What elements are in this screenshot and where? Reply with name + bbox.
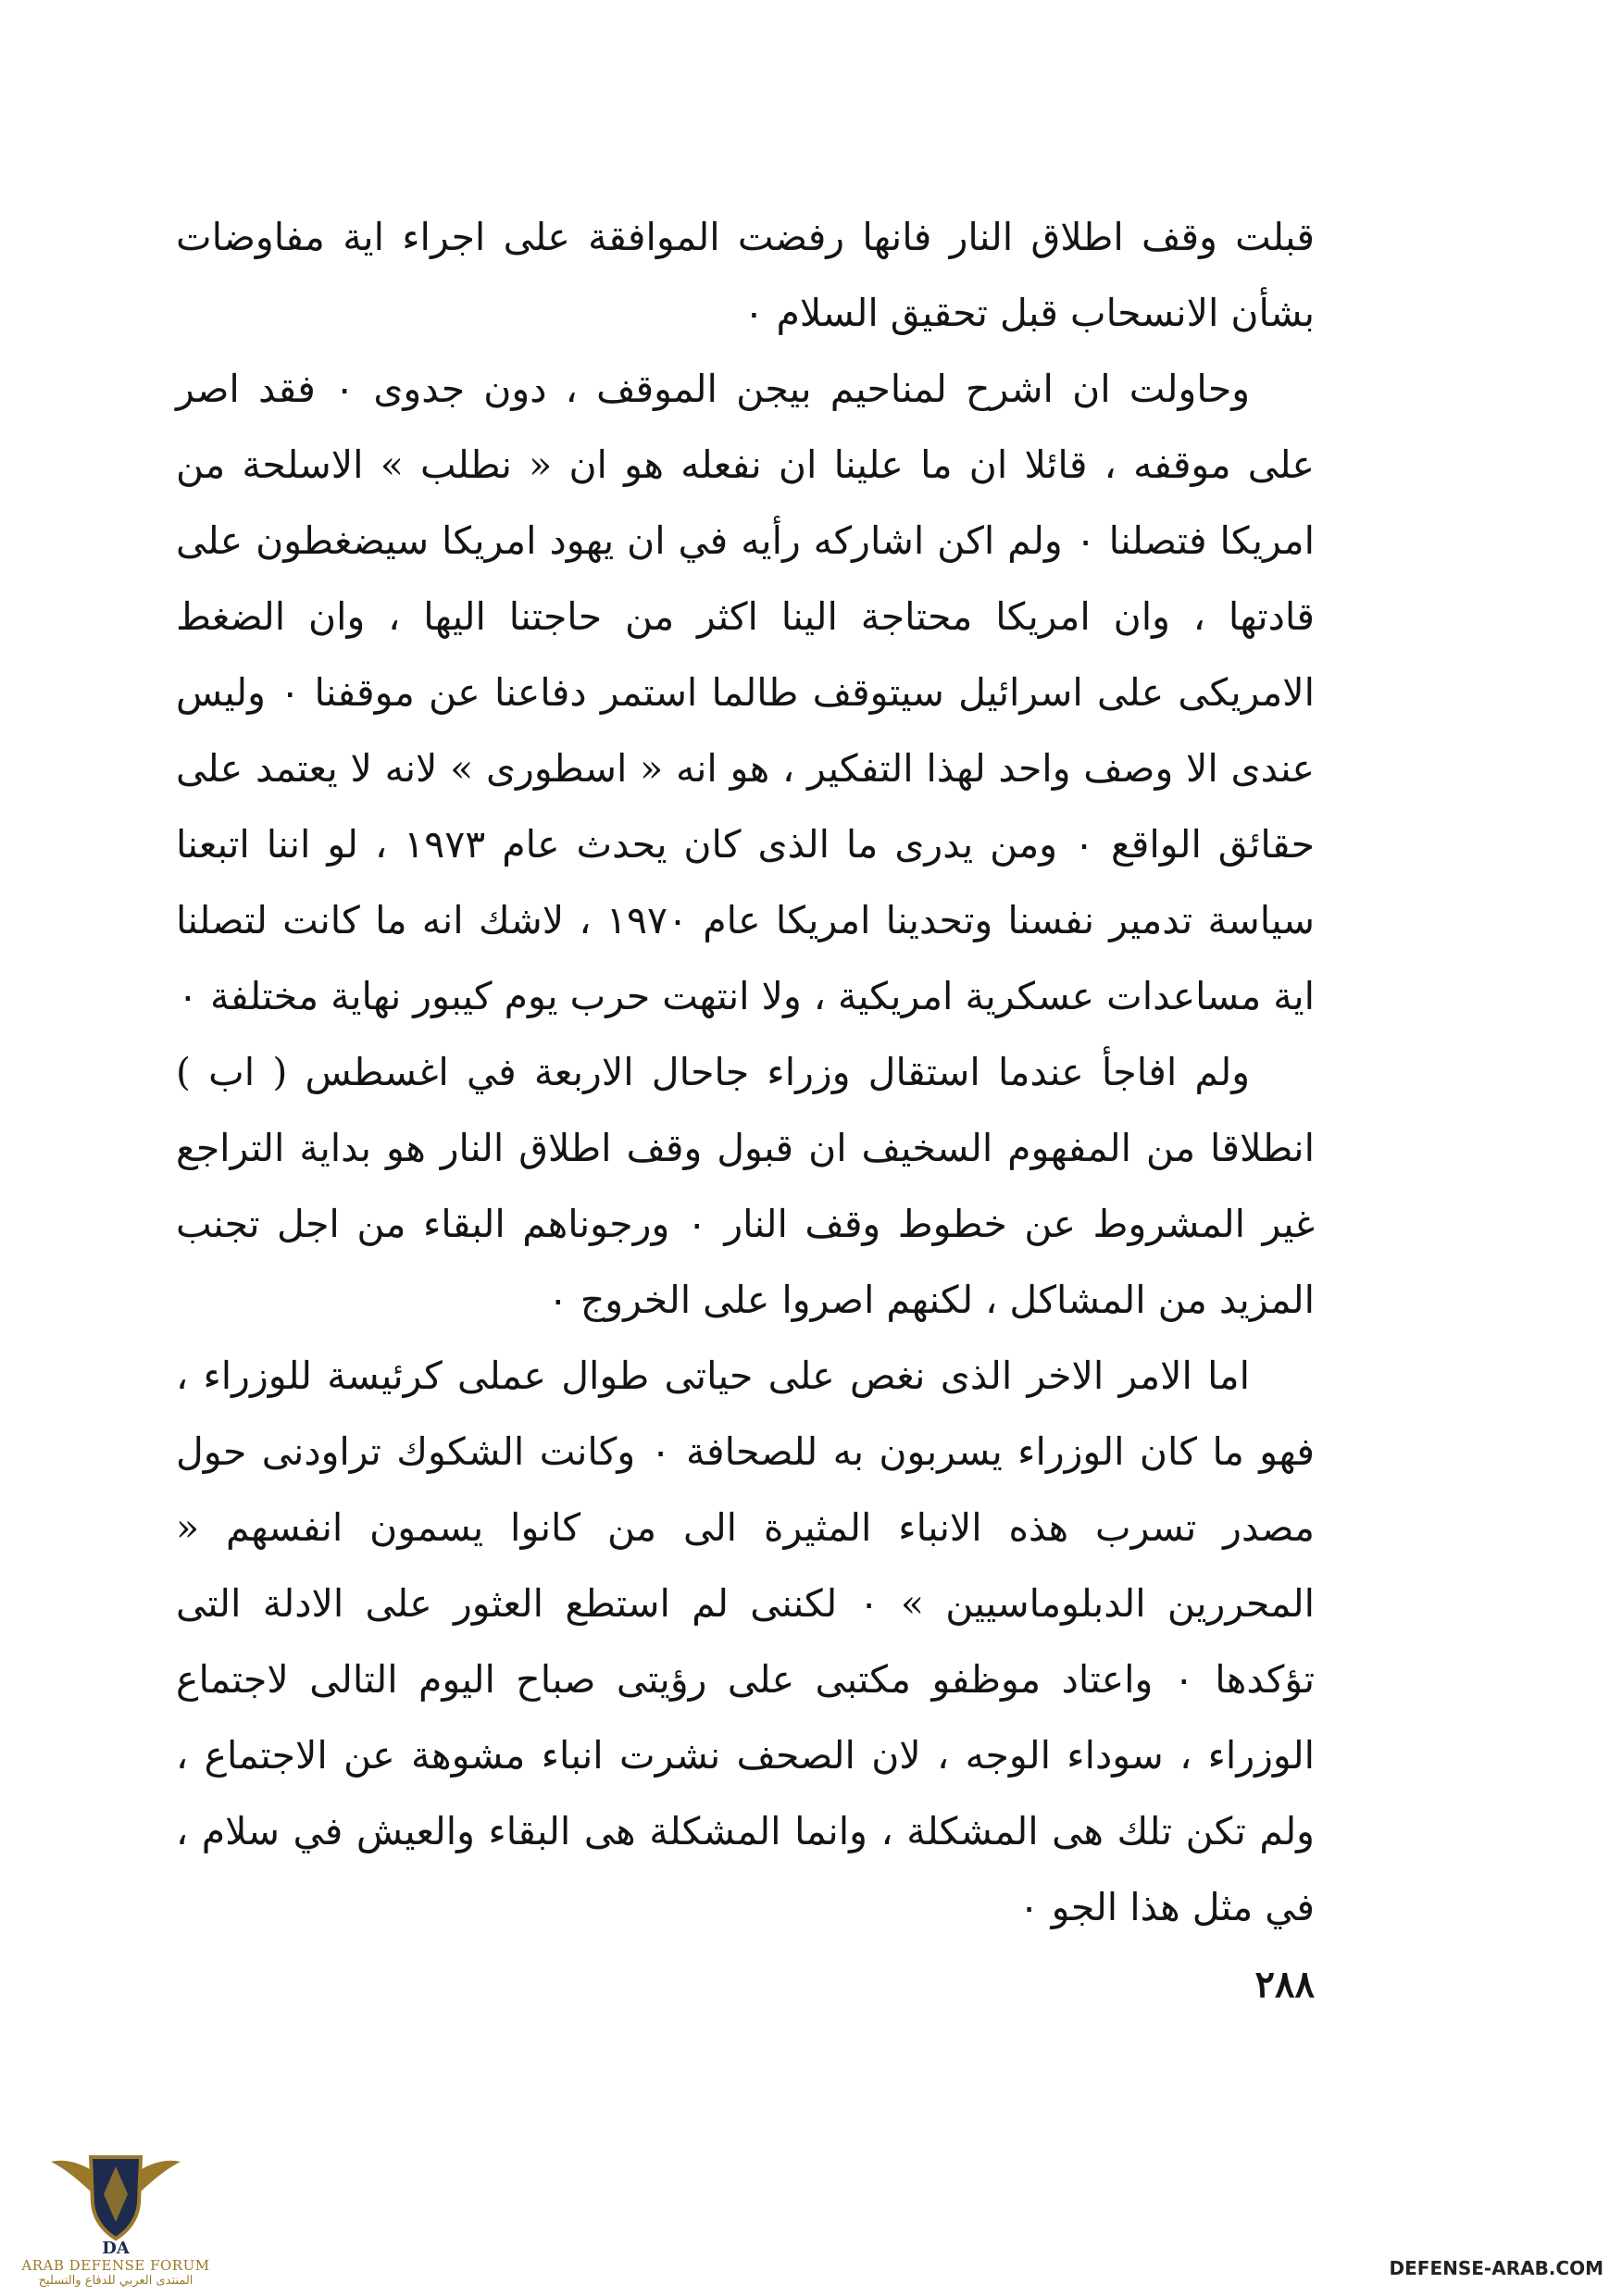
paragraph-4: اما الامر الاخر الذى نغص على حياتى طوال عملى كرئيسة للوزراء ، فهو ما كان الوزراء يسربون به للصحافة ٠ وكانت الشكوك تراودنى حول مصدر تسرب هذه الانباء المثيرة الى من كانوا يسمون انفسهم « المحررين الدبلوماسيين » ٠ لكننى لم استطع العثور على الادلة التى تؤكدها ٠ واعتاد موظفو مكتبى على رؤيتى صباح اليوم التالى لاجتماع الوزراء ، سوداء الوجه ، لان الصحف نشرت انباء مشوهة عن الاجتماع ، ولم تكن تلك هى المشكلة ، وانما المشكلة هى البقاء والعيش في سلام ، في مثل هذا الجو ٠: [176, 1354, 1316, 1929]
paragraph-3: ولم افاجأ عندما استقال وزراء جاحال الاربعة في اغسطس ( اب ) انطلاقا من المفهوم السخيف ان قبول وقف اطلاق النار هو بداية التراجع غير المشروط عن خطوط وقف النار ٠ ورجوناهم البقاء من اجل تجنب المزيد من المشاكل ، لكنهم اصروا على الخروج ٠: [176, 1050, 1315, 1322]
logo-name-ar: المنتدى العربي للدفاع والتسليح: [38, 2274, 193, 2288]
paragraph-1: قبلت وقف اطلاق النار فانها رفضت الموافقة على اجراء اية مفاوضات بشأن الانسحاب قبل تحقيق السلام ٠: [176, 215, 1315, 335]
page-body-text: [176, 199, 1315, 1945]
watermark-site-link[interactable]: DEFENSE-ARAB.COM: [1389, 2257, 1603, 2279]
logo-name-en: ARAB DEFENSE FORUM: [21, 2257, 210, 2274]
logo-initials: DA: [102, 2239, 130, 2258]
paragraph-2: وحاولت ان اشرح لمناحيم بيجن الموقف ، دون جدوى ٠ فقد اصر على موقفه ، قائلا ان ما علينا ان نفعله هو ان « نطلب » الاسلحة من امريكا فتصلنا ٠ ولم اكن اشاركه رأيه في ان يهود امريكا سيضغطون على قادتها ، وان امريكا محتاجة الينا اكثر من حاجتنا اليها ، وان الضغط الامريكى على اسرائيل سيتوقف طالما استمر دفاعنا عن موقفنا ٠ وليس عندى الا وصف واحد لهذا التفكير ، هو انه « اسطورى » لانه لا يعتمد على حقائق الواقع ٠ ومن يدرى ما الذى كان يحدث عام ١٩٧٣ ، لو اننا اتبعنا سياسة تدمير نفسنا وتحدينا امريكا عام ١٩٧٠ ، لاشك انه ما كانت لتصلنا اية مساعدات عسكرية امريكية ، ولا انتهت حرب يوم كيبور نهاية مختلفة ٠: [176, 367, 1316, 1018]
page-number: ٢٨٨: [1254, 1963, 1315, 2006]
